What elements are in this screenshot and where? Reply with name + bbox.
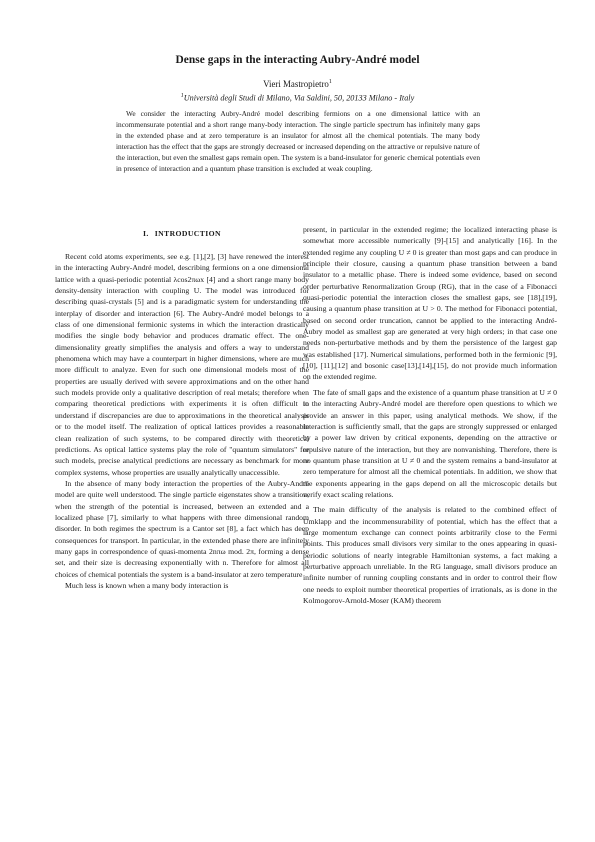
left-column [55,228,309,591]
right-paragraph-3: The main difficulty of the analysis is related to the combined effect of Umklapp and the incommensurability of potential, which has the effect that a large momentum exchange can connect points arbitrarily close to the Fermi points. This produces small divisors very similar to the ones appearing in quasi-periodic solutions of nearly integrable Hamiltonian systems, a fact making a perturbative approach unreliable. In the RG language, small divisors produce an infinite number of running coupling constants and in order to control their flow one needs to exploit number theoretical properties of irrationals, as is done in the Kolmogorov-Arnold-Moser (KAM) theorem [303,505,557,605]
right-paragraph-2: The fate of small gaps and the existence of a quantum phase transition at U ≠ 0 in the interacting Aubry-André model are therefore open questions to which we provide an answer in this paper, using analytical methods. We show, if the interaction is sufficiently small, that the gaps are strongly suppressed or enlarged by a power law driven by critical exponents, depending on the attractive or repulsive nature of the interaction, but they are nonvanishing. Therefore, there is no quantum phase transition at U ≠ 0 and the system remains a band-insulator at zero temperature for almost all the chemical potentials. In addition, we show that the exponents appearing in the gaps depend on all the microscopic details but verify exact scaling relations. [303,387,557,499]
right-paragraph-1: present, in particular in the extended regime; the localized interacting phase is somewhat more accessible numerically [9]-[15] and analytically [16]. In the extended regime any coupling U ≠ 0 is greater than most gaps and can produce in principle their closure, causing a quantum phase transition between a band insulator to a metallic phase. There is indeed some evidence, based on second order perturbative Renormalization Group (RG), that in the case of a Fibonacci quasi-periodic potential the interaction closes the smallest gaps, see [18],[19], causing a quantum phase transition at U > 0. The method for Fibonacci potential, based on second order truncation, cannot be applied to the interacting André-Aubry model as smallest gap are generated at very high orders; in that case one needs non-perturbative methods and by them the persistence of the largest gap was established [17]. Numerical simulations, performed both in the fermionic [9], [10], [11],[12] and bosonic case[13],[14],[15], do not provide much information on the extended regime. [303,225,557,382]
paper-title: Dense gaps in the interacting Aubry-André model [175,54,420,66]
right-column [303,224,557,606]
author-affiliation-mark: 1 [328,79,332,86]
left-paragraph-2: In the absence of many body interaction the properties of the Aubry-André model are quite well understood. The single particle eigenstates show a transition, when the strength of the potential is increased, between an extended and a localized phase [7], similarly to what happens with three dimensional random disorder. In both regimes the spectrum is a Cantor set [8], a fact which has deep consequences for transport. In particular, in the extended phase there are infinitely many gaps in correspondence of quasi-momenta 2nπω mod. 2π, forming a dense set, and their size is decreasing exponentially with n. Therefore for almost all choices of chemical potentials the system is a band-insulator at zero temperature [55,478,309,579]
abstract: We consider the interacting Aubry-André model describing fermions on a one dimensional lattice with an incommensurate potential and a short range many-body interaction. The single particle spectrum has infinitely many gaps in the extended phase and at zero temperature is an insulator for almost all the chemical potentials. The many body interaction has the effect that the gaps are strongly decreased or increased depending on the attractive or repulsive nature of the interaction, but even the smallest gaps remain open. The system is a band-insulator for generic chemical potentials even in presence of interaction and a quantum phase transition is excluded at weak coupling. [116,109,480,174]
left-paragraph-1: Recent cold atoms experiments, see e.g. [1],[2], [3] have renewed the interest in the interacting Aubry-André model, describing fermions on a one dimensional lattice with a quasi-periodic potential λcos2πωx [4] and a short range many body density-density interaction with coupling U. The model was introduced for describing quasi-crystals [5] and is a paradigmatic system for understanding the interplay of disorder and interaction [6]. The Aubry-André model belongs to a class of one dimensional fermionic systems in which the interaction drastically modifies the single body behavior and produces dramatic effect. The one-dimensionality greatly simplifies the analysis and offers a way to understand phenomena which may have a counterpart in higher dimensions, where are much more difficult to analyze. Even for such one dimensional models most of the properties are usually derived with severe approximations and on the other hand such models provide only a qualitative description of real metals; therefore when comparing theoretical predictions with experiments it is often difficult to understand if discrepancies are due to approximations in the theoretical analysis or to the model itself. The realization of optical lattices provides a reasonable clean realization of such systems, to be compared directly with theoretical predictions. As optical lattice systems play the role of "quantum simulators" for such models, precise analytical predictions are necessary as benchmark for more complex systems, whose properties are usually analytically unaccessible. [55,252,309,477]
author-name: Vieri Mastropietro [263,79,329,89]
left-paragraph-3: Much less is known when a many body interaction is [65,580,229,590]
section-heading [55,228,309,239]
section-title: INTRODUCTION [154,229,222,238]
section-number: I. [142,229,149,238]
author-line [0,79,595,89]
affiliation-line [0,93,595,103]
affiliation-mark: 1 [180,93,184,99]
affiliation-text: Università degli Studi di Milano, Via Saldini, 50, 20133 Milano - Italy [183,93,415,103]
